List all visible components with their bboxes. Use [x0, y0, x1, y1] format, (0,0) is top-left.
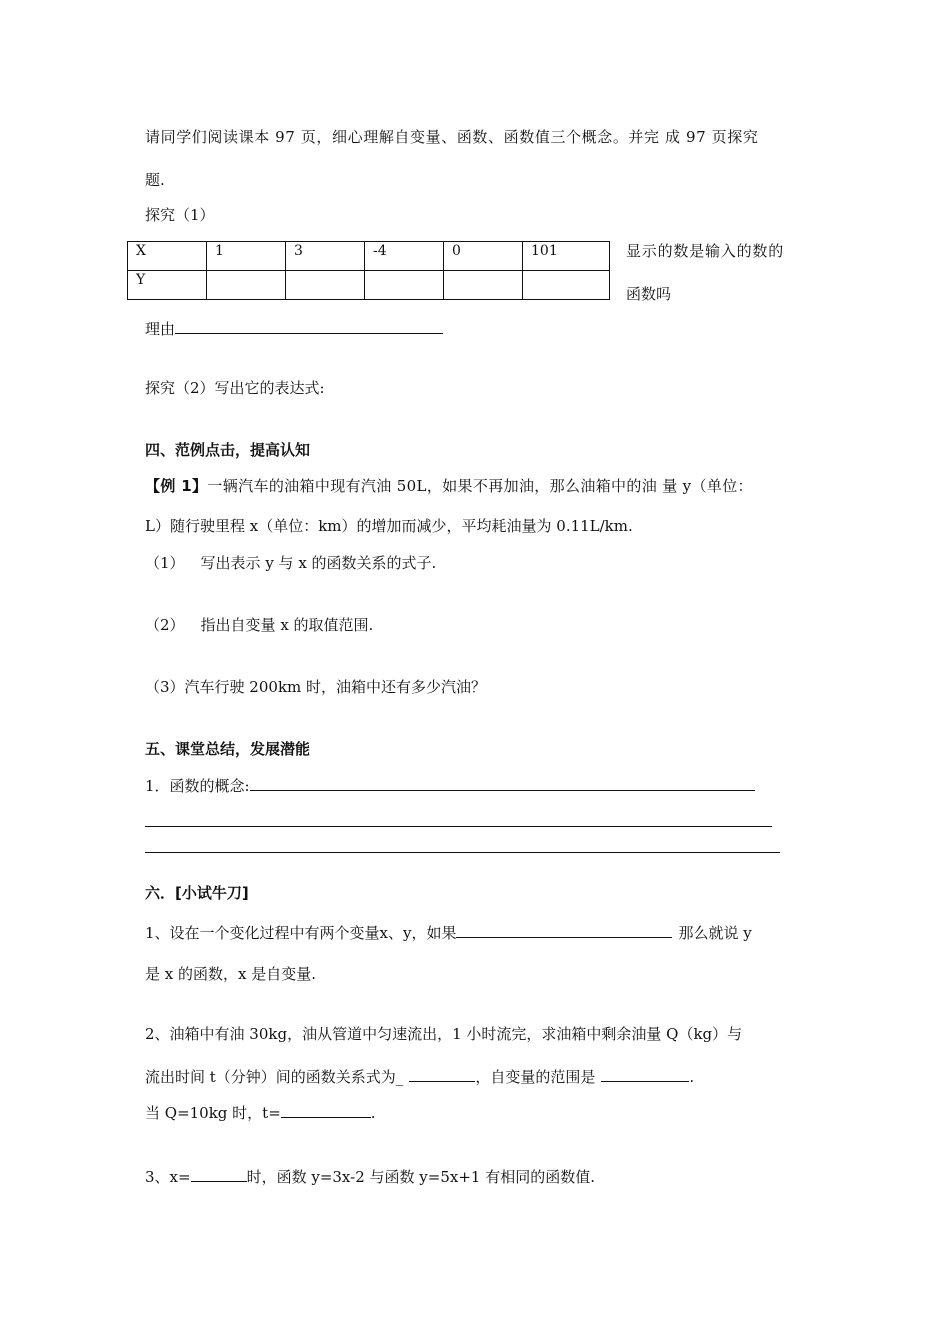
table-cell: Y	[128, 271, 207, 300]
table-cell: -4	[365, 242, 444, 271]
practice-2-line-2	[145, 1066, 694, 1087]
example-q2-number: （2）	[145, 616, 185, 634]
practice-2-text-d: .	[689, 1068, 695, 1086]
practice-2-text-c: ，自变量的范围是	[475, 1068, 596, 1086]
table-cell-blank[interactable]	[207, 271, 286, 300]
example-1-text: 一辆汽车的油箱中现有汽油 50L，如果不再加油，那么油箱中的油 量 y（单位：	[207, 477, 753, 495]
practice-1-text-a: 1、设在一个变化过程中有两个变量x、y，如果	[145, 924, 457, 942]
explore-1-table	[127, 241, 610, 300]
example-q3: （3）汽车行驶 200km 时，油箱中还有多少汽油？	[145, 678, 487, 696]
practice-2-blank-3[interactable]	[281, 1102, 371, 1118]
reason-row	[145, 318, 443, 339]
table-cell-blank[interactable]	[365, 271, 444, 300]
practice-1-blank[interactable]	[456, 922, 672, 938]
practice-2-text-b: 流出时间 t（分钟）间的函数关系式为_	[145, 1068, 404, 1086]
example-q2	[145, 615, 373, 635]
explore-2-text: 探究（2）写出它的表达式:	[145, 379, 325, 397]
intro-line-2: 题.	[145, 171, 165, 189]
table-cell: 1	[207, 242, 286, 271]
table-cell: 0	[444, 242, 523, 271]
section-5-heading: 五、课堂总结，发展潜能	[145, 740, 311, 758]
practice-3-text-b: 时，函数 y=3x-2 与函数 y=5x+1 有相同的函数值.	[246, 1168, 595, 1186]
practice-2-text-e: 当 Q=10kg 时，t=	[145, 1104, 281, 1122]
table-cell: 3	[286, 242, 365, 271]
practice-1-line-2: 是 x 的函数，x 是自变量.	[145, 965, 316, 983]
summary-item-1-blank[interactable]	[250, 775, 755, 791]
section-6-heading: 六．[小试牛刀]	[145, 884, 249, 902]
example-1-tag: 【例 1】	[145, 477, 208, 495]
practice-1-text-b: 那么就说 y	[678, 924, 752, 942]
table-row-x	[128, 242, 610, 271]
example-1-line-1	[145, 476, 753, 496]
practice-2-blank-2[interactable]	[601, 1066, 689, 1082]
example-q1-text: 写出表示 y 与 x 的函数关系的式子.	[200, 554, 437, 572]
summary-blank-line-3[interactable]	[145, 852, 780, 853]
explore-1-question-line-1: 显示的数是输入的数的	[626, 242, 785, 260]
table-cell: 101	[523, 242, 610, 271]
table-cell-blank[interactable]	[523, 271, 610, 300]
section-4-heading: 四、范例点击，提高认知	[145, 441, 311, 459]
table-cell-blank[interactable]	[444, 271, 523, 300]
table-row-y	[128, 271, 610, 300]
practice-2-line-3	[145, 1102, 376, 1123]
practice-3-text-a: 3、x=	[145, 1168, 191, 1186]
summary-item-1-label: 1．函数的概念:	[145, 777, 250, 795]
explore-1-title: 探究（1）	[145, 206, 215, 224]
summary-blank-line-2[interactable]	[145, 826, 772, 827]
practice-3-blank[interactable]	[191, 1166, 247, 1182]
reason-blank[interactable]	[175, 318, 443, 334]
practice-2-text-f: .	[370, 1104, 376, 1122]
summary-item-1	[145, 775, 755, 796]
reason-label: 理由	[145, 320, 176, 338]
intro-line-1: 请同学们阅读课本 97 页，细心理解自变量、函数、函数值三个概念。并完 成 97 页探究	[145, 128, 759, 146]
example-q2-text: 指出自变量 x 的取值范围.	[200, 616, 374, 634]
table-cell: X	[128, 242, 207, 271]
practice-1-line-1	[145, 922, 752, 943]
table-cell-blank[interactable]	[286, 271, 365, 300]
example-q1-number: （1）	[145, 554, 185, 572]
practice-2-line-1: 2、油箱中有油 30kg，油从管道中匀速流出，1 小时流完，求油箱中剩余油量 Q（kg）与	[145, 1025, 743, 1043]
explore-1-question-line-2: 函数吗	[626, 285, 672, 303]
example-q1	[145, 553, 436, 573]
example-1-line-2: L）随行驶里程 x（单位：km）的增加而减少，平均耗油量为 0.11L/km.	[145, 517, 633, 535]
practice-3-line	[145, 1166, 595, 1187]
practice-2-blank-1[interactable]	[409, 1066, 475, 1082]
